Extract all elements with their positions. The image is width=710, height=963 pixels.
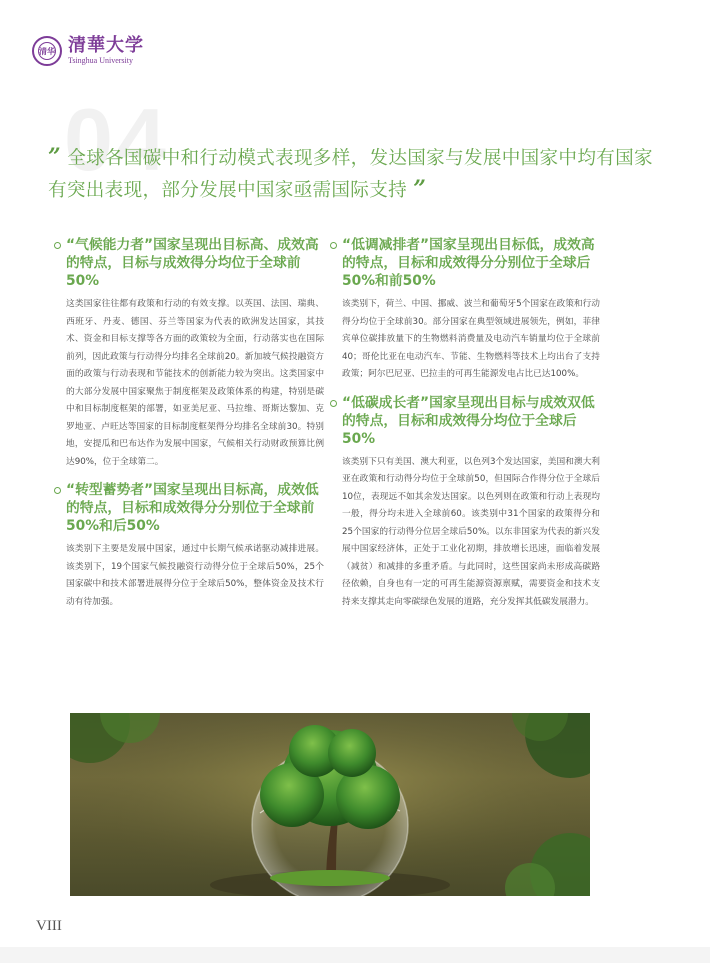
seal-text: 清华 — [39, 46, 55, 56]
bullet-icon — [54, 487, 61, 494]
page-headline — [48, 142, 668, 206]
university-logo — [32, 36, 144, 66]
bullet-icon — [330, 242, 337, 249]
section-transition — [66, 481, 324, 611]
section-body: 这类国家往往都有政策和行动的有效支撑。以英国、法国、瑞典、西班牙、丹麦、德国、芬兰等国家为代表的欧洲发达国家，其技术、资金和目标支撑等各方面的政策较为全面，行动落实也在国际前列，因此政策与行动得分均排名全球前20。新加坡气候投融资方面的政策与行动表现和节能技术的创新能力较为突出。这类国家中的大部分发展中国家聚焦于制度框架及政策体系的构建，特别是碳中和目标制度框架的部署，如亚美尼亚、马拉维、哥斯达黎加、克罗地亚、卢旺达等国家的目标制度框架得分均排名全球前30。特别地，安提瓜和巴布达作为发展中国家，气候相关行动财政预算比例达90%，位于全球第二。 — [66, 299, 324, 467]
footer-band — [0, 947, 710, 963]
page-number: VIII — [36, 918, 62, 934]
tree-globe-illustration — [70, 713, 590, 896]
section-body: 该类别下，荷兰、中国、挪威、波兰和葡萄牙5个国家在政策和行动得分均位于全球前30。部分国家在典型领域进展领先，例如，菲律宾单位碳排放量下的生物燃料消费量及电动汽车销量均位于全球前40；哥伦比亚在电动汽车、节能、生物燃料等技术上均出台了支持政策；阿尔巴尼亚、巴拉圭的可再生能源发电占比已达100%。 — [342, 299, 600, 379]
close-quote-icon: ” — [413, 176, 427, 202]
bullet-icon — [330, 400, 337, 407]
section-low-emitters — [342, 236, 600, 384]
university-seal-icon — [32, 36, 62, 66]
section-low-growth — [342, 394, 600, 612]
right-column — [342, 236, 600, 621]
headline-text: 全球各国碳中和行动模式表现多样，发达国家与发展中国家中均有国家有突出表现，部分发展中国家亟需国际支持 — [48, 148, 653, 201]
section-title: “低碳成长者”国家呈现出目标与成效双低的特点，目标和成效得分均位于全球后50% — [342, 394, 595, 447]
section-number: 04 — [64, 90, 170, 189]
logo-chinese-name: 清華大学 — [68, 35, 144, 56]
open-quote-icon: ” — [48, 144, 61, 170]
logo-english-name: Tsinghua University — [68, 56, 133, 65]
section-climate-leaders — [66, 236, 324, 471]
section-body: 该类别下只有美国、澳大利亚，以色列3个发达国家，美国和澳大利亚在政策和行动得分均位于全球前50，但国际合作得分位于全球后10位，表现远不如其余发达国家。以色列则在政策和行动上表现均一般，得分均未进入全球前60。该类别中31个国家的政策得分和25个国家的行动得分位居全球后50%。以东非国家为代表的新兴发展中国家经济体，正处于工业化初期，排放增长迅速，面临着发展（减贫）和减排的多重矛盾。与此同时，这些国家尚未形成高碳路径依赖，自身也有一定的可再生能源资源禀赋，需要资金和技术支持来支撑其走向零碳绿色发展的道路，充分发挥其低碳发展潜力。 — [342, 456, 600, 607]
section-title: “气候能力者”国家呈现出目标高、成效高的特点，目标与成效得分均位于全球前50% — [66, 237, 319, 289]
tree-globe-photo — [70, 713, 590, 896]
bullet-icon — [54, 242, 61, 249]
section-body: 该类别下主要是发展中国家，通过中长期气候承诺驱动减排进展。该类别下，19个国家气候投融资行动得分位于全球后50%，25个国家碳中和技术部署进展得分位于全球后50%，整体资金及技术行动有待加强。 — [66, 544, 324, 607]
section-title: “低调减排者”国家呈现出目标低，成效高的特点，目标和成效得分分别位于全球后50%和前50% — [342, 237, 595, 289]
left-column — [66, 236, 324, 621]
section-title: “转型蓄势者”国家呈现出目标高，成效低的特点，目标和成效得分分别位于全球前50%和后50% — [66, 482, 319, 534]
